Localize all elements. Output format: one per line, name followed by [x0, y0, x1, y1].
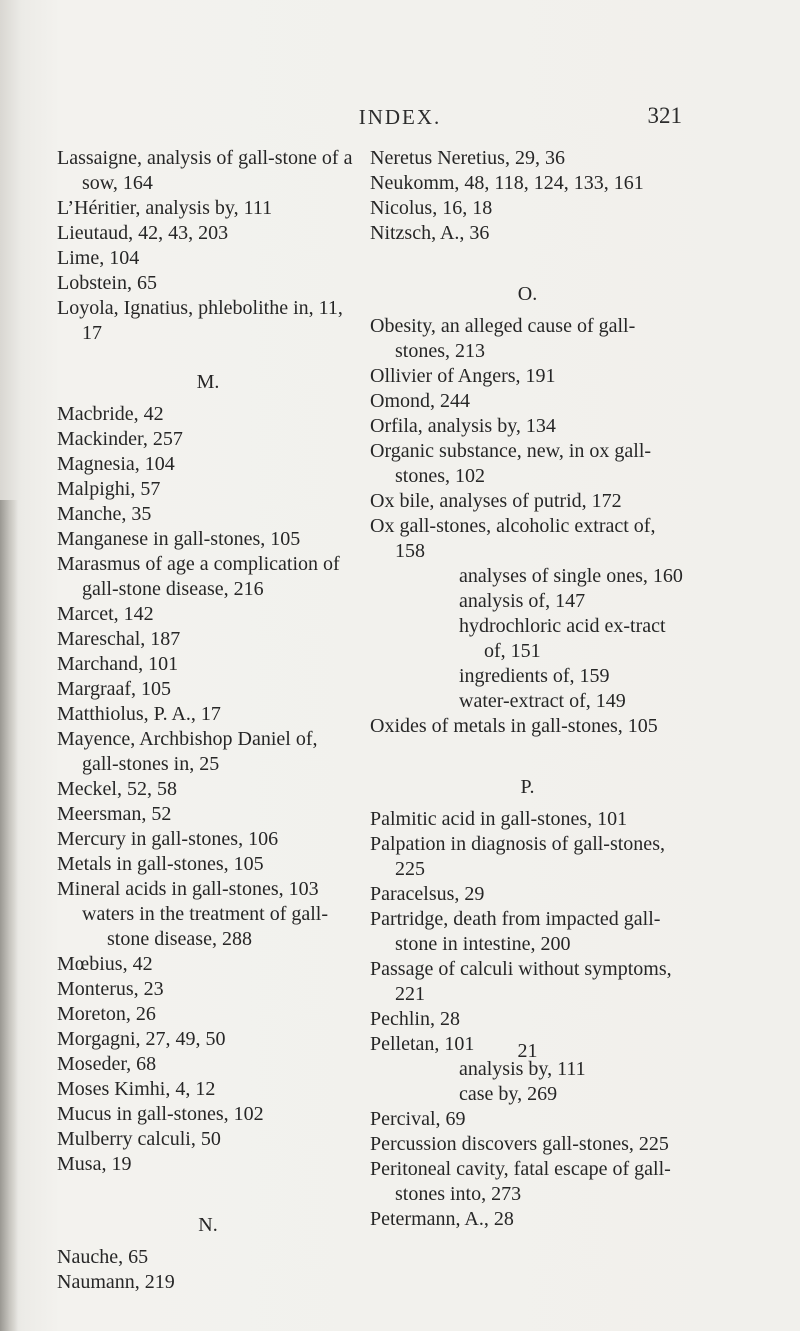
index-entry: Meersman, 52: [57, 803, 172, 825]
index-entry: Nitzsch, A., 36: [370, 222, 490, 244]
index-entry: Lime, 104: [57, 247, 140, 269]
index-entry: Mercury in gall-stones, 106: [57, 828, 279, 850]
index-subentry: hydrochloric acid ex-tract of, 151: [459, 615, 666, 662]
index-entry: Nicolus, 16, 18: [370, 197, 493, 219]
index-entry: Mineral acids in gall-stones, 103: [57, 878, 319, 900]
index-entry: Pechlin, 28: [370, 1008, 460, 1030]
index-column-left: [57, 146, 359, 1295]
index-entry: Lobstein, 65: [57, 272, 157, 294]
index-entry: Morgagni, 27, 49, 50: [57, 1028, 226, 1050]
index-entry: Percussion discovers gall-stones, 225: [370, 1133, 669, 1155]
index-entry: Ox gall-stones, alcoholic extract of, 158: [370, 515, 656, 562]
index-entry: Ollivier of Angers, 191: [370, 365, 556, 387]
index-entry: Marcet, 142: [57, 603, 154, 625]
index-subentry: case by, 269: [459, 1083, 558, 1105]
index-entry: Musa, 19: [57, 1153, 132, 1175]
index-entry: Marasmus of age a complication of gall-stone disease, 216: [57, 553, 340, 600]
index-entry: Lieutaud, 42, 43, 203: [57, 222, 229, 244]
index-entry: Monterus, 23: [57, 978, 164, 1000]
index-subentry: waters in the treatment of gall-stone disease, 288: [82, 903, 329, 950]
index-entry: Mayence, Archbishop Daniel of, gall-stones in, 25: [57, 728, 318, 775]
index-entry: Palpation in diagnosis of gall-stones, 225: [370, 833, 665, 880]
index-entry: Matthiolus, P. A., 17: [57, 703, 221, 725]
index-entry: Moseder, 68: [57, 1053, 157, 1075]
index-subentry: analysis by, 111: [459, 1058, 586, 1080]
index-entry: Meckel, 52, 58: [57, 778, 177, 800]
index-entry: Moses Kimhi, 4, 12: [57, 1078, 216, 1100]
index-entry: Percival, 69: [370, 1108, 466, 1130]
index-entry: Pelletan, 101: [370, 1033, 475, 1055]
section-letter-o: O.: [517, 283, 538, 305]
section-letter-m: M.: [196, 371, 220, 393]
index-subentry: analyses of single ones, 160: [459, 565, 683, 587]
index-entry: Mareschal, 187: [57, 628, 181, 650]
index-entry: Manche, 35: [57, 503, 152, 525]
index-entry: Moreton, 26: [57, 1003, 156, 1025]
index-subentry: analysis of, 147: [459, 590, 586, 612]
index-entry: Loyola, Ignatius, phlebolithe in, 11, 17: [57, 297, 343, 344]
index-entry: L’Héritier, analysis by, 111: [57, 197, 273, 219]
index-entry: Mucus in gall-stones, 102: [57, 1103, 264, 1125]
index-entry: Obesity, an alleged cause of gall-stones, 213: [370, 315, 636, 362]
index-entry: Nauche, 65: [57, 1246, 149, 1268]
index-entry: Ox bile, analyses of putrid, 172: [370, 490, 622, 512]
index-entry: Neukomm, 48, 118, 124, 133, 161: [370, 172, 644, 194]
index-subentry: ingredients of, 159: [459, 665, 610, 687]
index-entry: Orfila, analysis by, 134: [370, 415, 556, 437]
index-entry: Lassaigne, analysis of gall-stone of a sow, 164: [57, 147, 353, 194]
running-head-title: INDEX.: [358, 105, 442, 129]
index-subentry: water-extract of, 149: [459, 690, 626, 712]
index-entry: Margraaf, 105: [57, 678, 172, 700]
index-entry: Passage of calculi without symptoms, 221: [370, 958, 672, 1005]
index-entry: Naumann, 219: [57, 1271, 175, 1293]
index-entry: Organic substance, new, in ox gall-stones, 102: [370, 440, 652, 487]
index-entry: Marchand, 101: [57, 653, 179, 675]
index-entry: Omond, 244: [370, 390, 470, 412]
index-entry: Macbride, 42: [57, 403, 164, 425]
index-entry: Oxides of metals in gall-stones, 105: [370, 715, 658, 737]
index-entry: Malpighi, 57: [57, 478, 161, 500]
index-entry: Neretus Neretius, 29, 36: [370, 147, 565, 169]
binding-shadow: [0, 500, 18, 1331]
signature-mark: 21: [517, 1040, 538, 1062]
index-entry: Metals in gall-stones, 105: [57, 853, 264, 875]
section-letter-p: P.: [520, 776, 535, 798]
index-entry: Peritoneal cavity, fatal escape of gall-stones into, 273: [370, 1158, 671, 1205]
index-entry: Palmitic acid in gall-stones, 101: [370, 808, 628, 830]
page-number: 321: [647, 103, 682, 128]
index-entry: Mackinder, 257: [57, 428, 183, 450]
index-entry: Mulberry calculi, 50: [57, 1128, 221, 1150]
index-entry: Paracelsus, 29: [370, 883, 485, 905]
index-entry: Manganese in gall-stones, 105: [57, 528, 301, 550]
index-entry: Partridge, death from impacted gall-stone in intestine, 200: [370, 908, 661, 955]
index-entry: Petermann, A., 28: [370, 1208, 514, 1230]
index-entry: Magnesia, 104: [57, 453, 175, 475]
index-entry: Mœbius, 42: [57, 953, 153, 975]
section-letter-n: N.: [198, 1214, 218, 1236]
index-column-right: [370, 146, 685, 1232]
